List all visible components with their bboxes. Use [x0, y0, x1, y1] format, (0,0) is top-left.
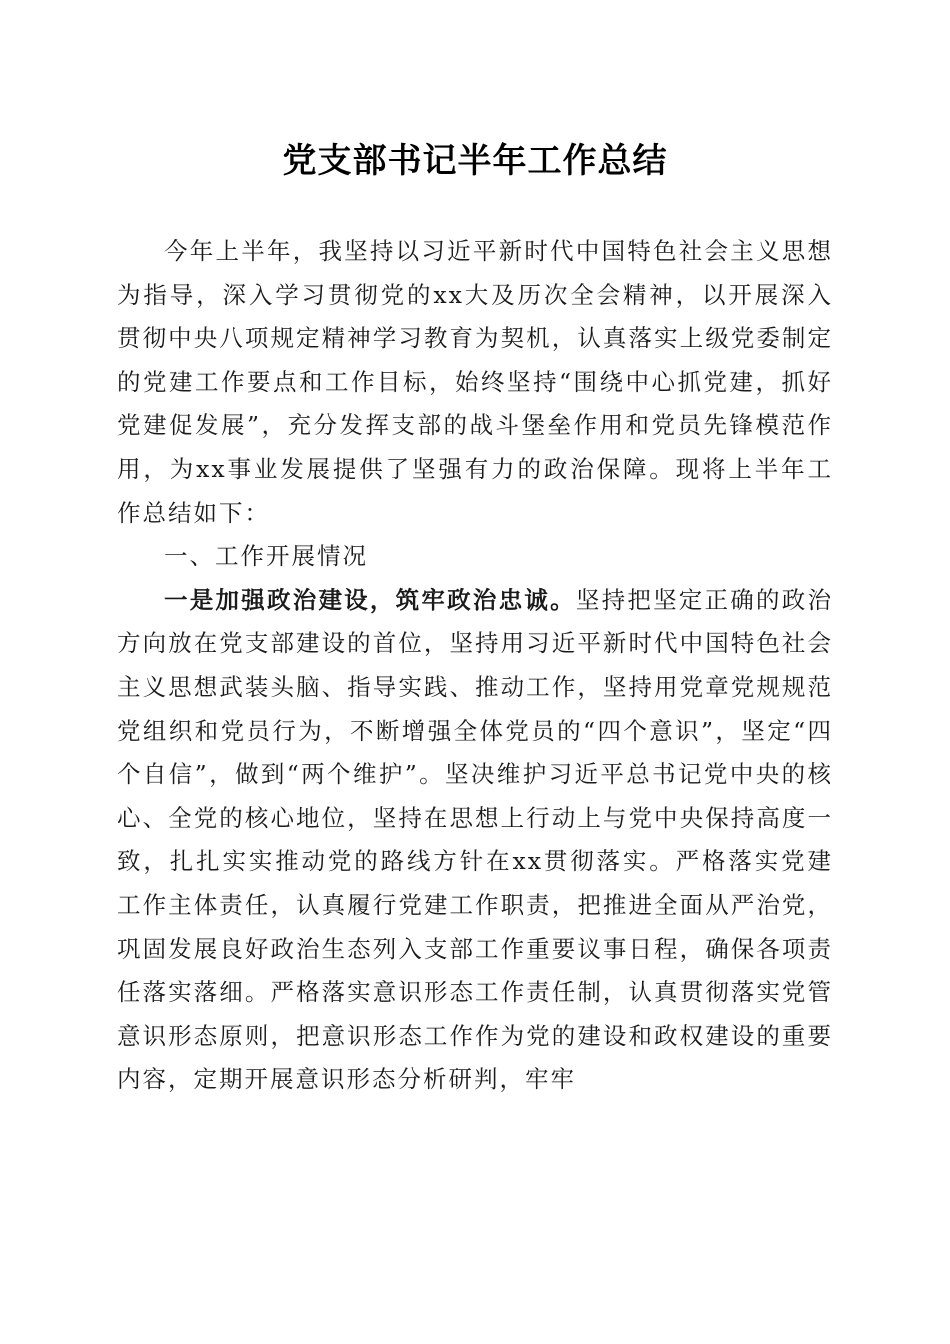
point-paragraph [117, 579, 833, 1102]
document-title: 党支部书记半年工作总结 [282, 141, 668, 181]
section-heading: 一、工作开展情况 [164, 542, 368, 571]
point-lead: 一是加强政治建设，筑牢政治忠诚。 [164, 585, 576, 614]
point-body: 坚持把坚定正确的政治方向放在党支部建设的首位，坚持用习近平新时代中国特色社会主义思想武装头脑、指导实践、推动工作，坚持用党章党规规范党组织和党员行为，不断增强全体党员的“四个意识”，坚定“四个自信”，做到“两个维护”。坚决维护习近平总书记党中央的核心、全党的核心地位，坚持在思想上行动上与党中央保持高度一致，扎扎实实推动党的路线方针在xx贯彻落实。严格落实党建工作主体责任，认真履行党建工作职责，把推进全面从严治党，巩固发展良好政治生态列入支部工作重要议事日程，确保各项责任落实落细。严格落实意识形态工作责任制，认真贯彻落实党管意识形态原则，把意识形态工作作为党的建设和政权建设的重要内容，定期开展意识形态分析研判，牢牢 [117, 585, 834, 1094]
document-body [117, 230, 833, 1102]
intro-paragraph: 今年上半年，我坚持以习近平新时代中国特色社会主义思想为指导，深入学习贯彻党的xx大及历次全会精神，以开展深入贯彻中央八项规定精神学习教育为契机，认真落实上级党委制定的党建工作要点和工作目标，始终坚持“围绕中心抓党建，抓好党建促发展”，充分发挥支部的战斗堡垒作用和党员先锋模范作用，为xx事业发展提供了坚强有力的政治保障。现将上半年工作总结如下： [117, 237, 833, 527]
